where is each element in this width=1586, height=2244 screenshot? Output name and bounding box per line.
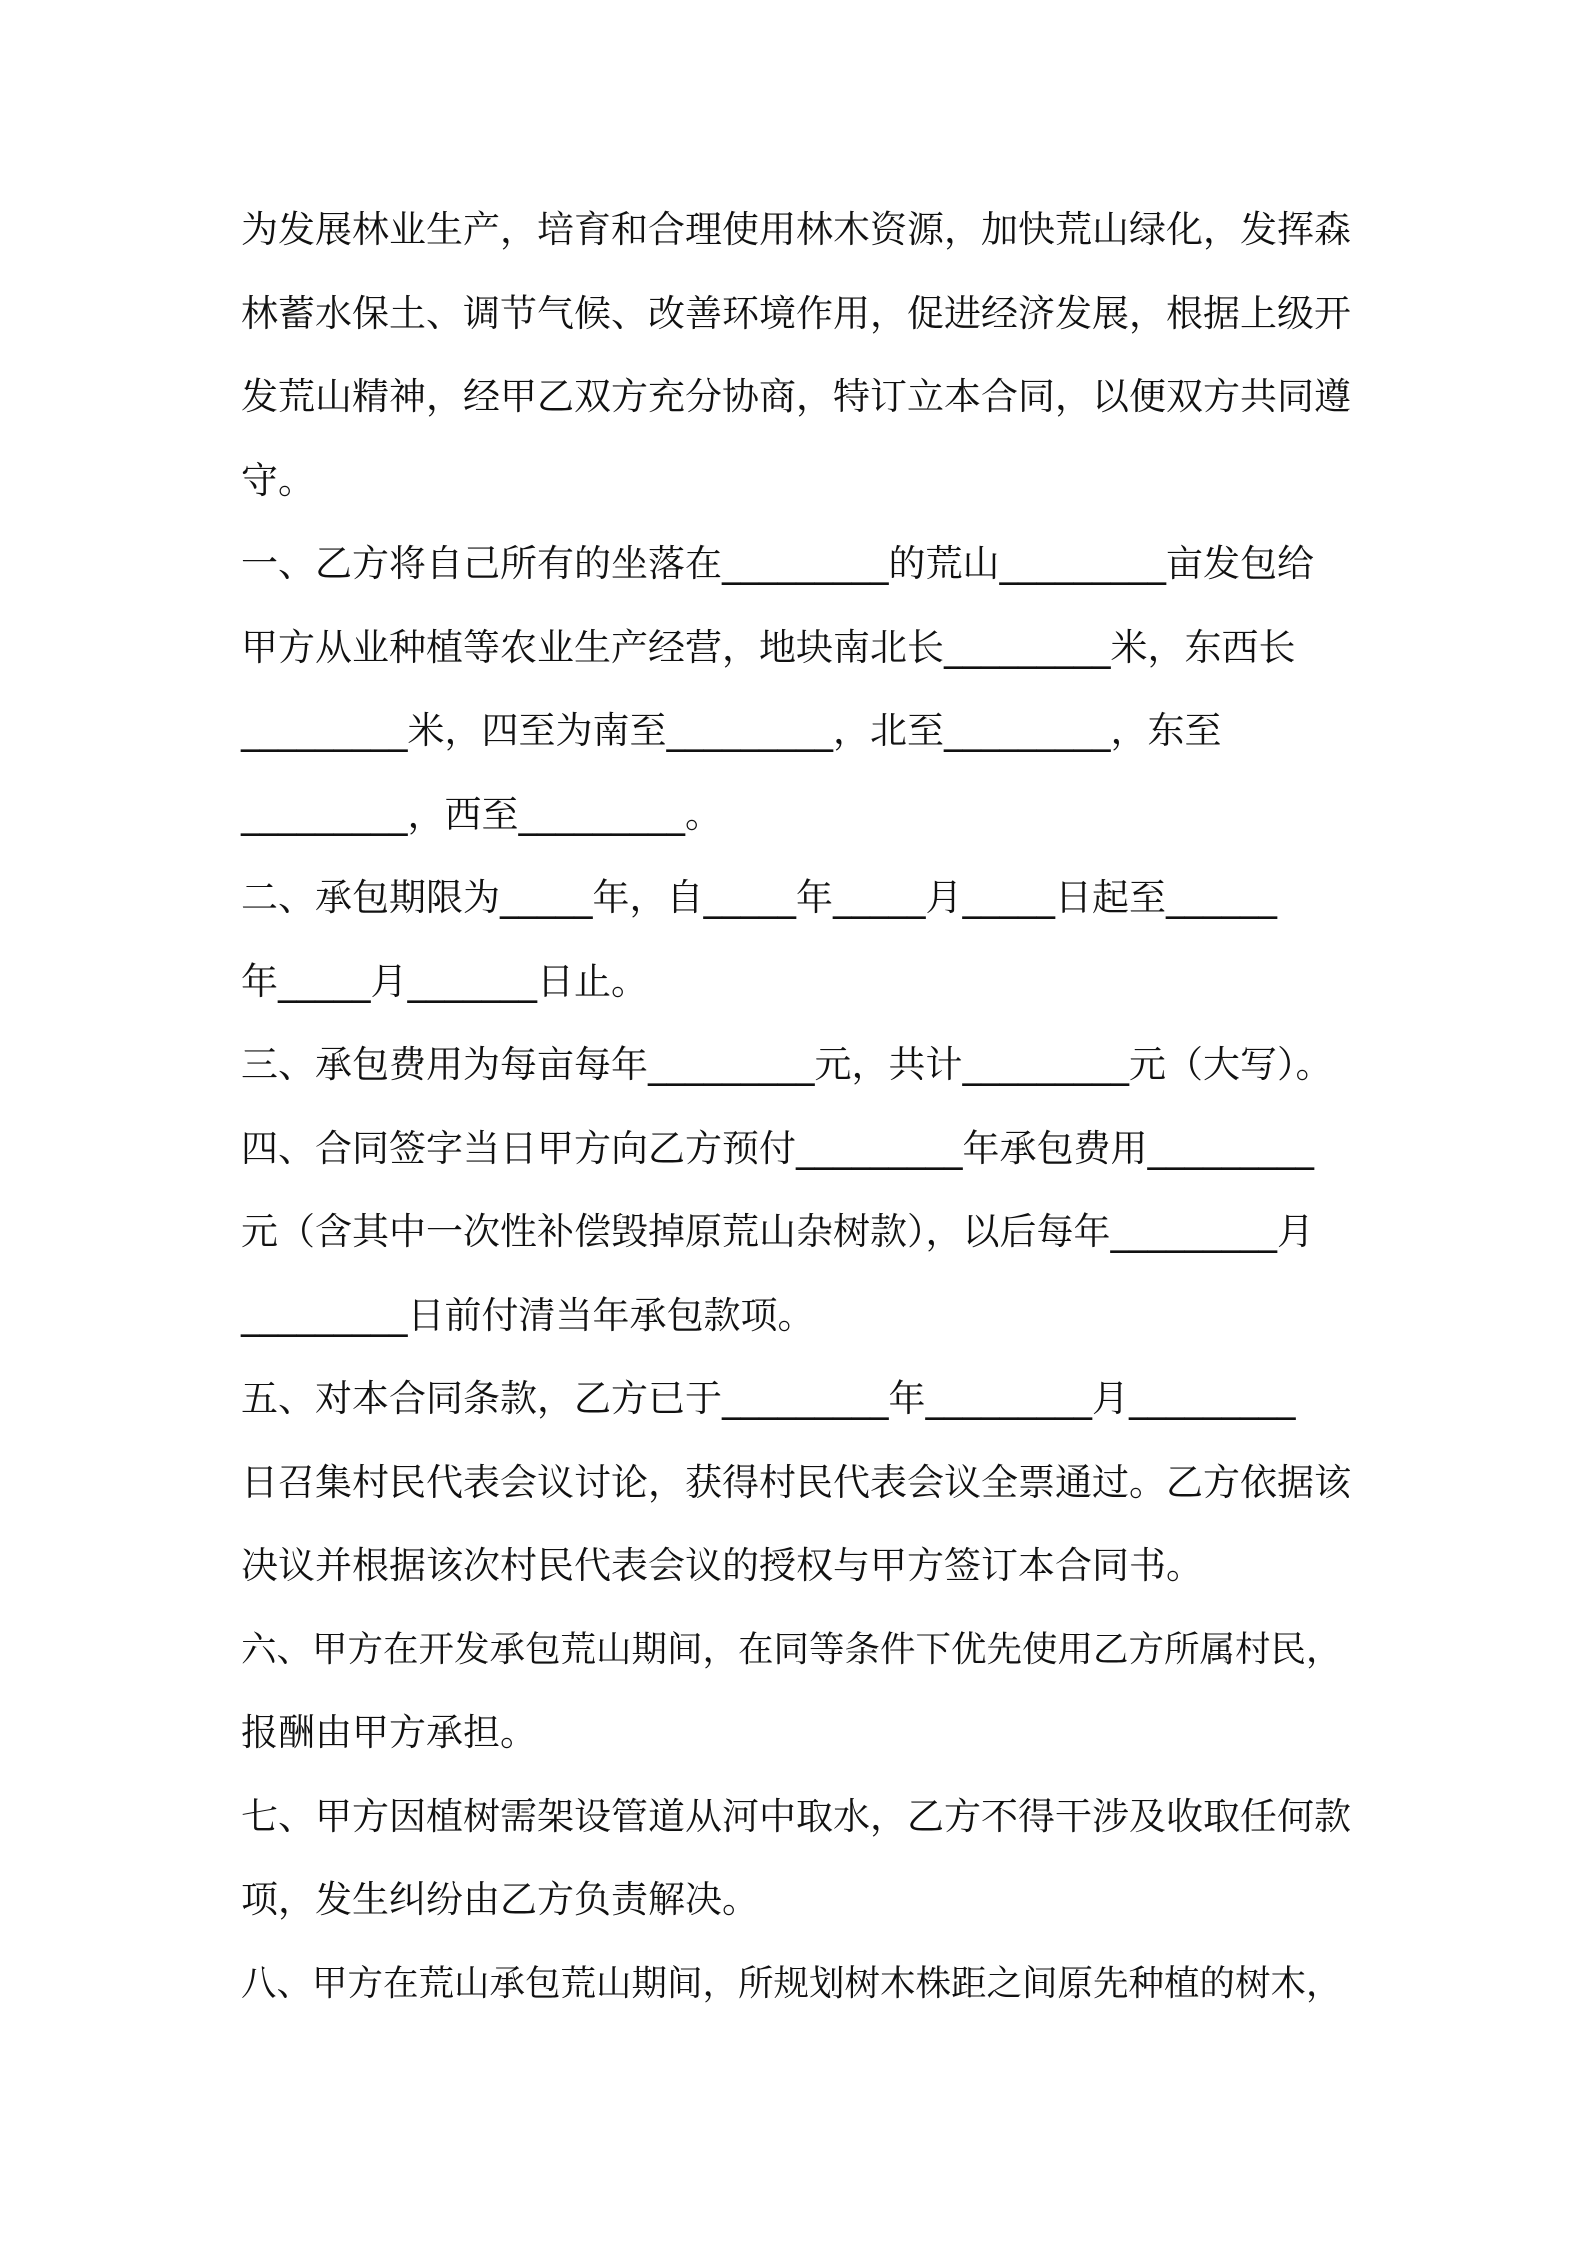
text-line: 五、对本合同条款，乙方已于_________年_________月_________ — [241, 1377, 1296, 1420]
text-line: 一、乙方将自己所有的坐落在_________的荒山_________亩发包给 — [241, 542, 1314, 585]
text-line: 项，发生纠纷由乙方负责解决。 — [241, 1878, 759, 1921]
text-line: 决议并根据该次村民代表会议的授权与甲方签订本合同书。 — [241, 1544, 1203, 1587]
text-line: _________日前付清当年承包款项。 — [241, 1294, 815, 1337]
text-line: 六、甲方在开发承包荒山期间，在同等条件下优先使用乙方所属村民， — [241, 1629, 1342, 1670]
text-line: 日召集村民代表会议讨论，获得村民代表会议全票通过。乙方依据该 — [241, 1461, 1351, 1504]
text-line: 二、承包期限为_____年，自_____年_____月_____日起至______ — [241, 876, 1277, 919]
text-line: 林蓄水保土、调节气候、改善环境作用，促进经济发展，根据上级开 — [241, 292, 1351, 335]
text-line: 四、合同签字当日甲方向乙方预付_________年承包费用_________ — [241, 1127, 1314, 1170]
text-line: 发荒山精神，经甲乙双方充分协商，特订立本合同，以便双方共同遵 — [241, 375, 1351, 418]
text-line: 报酬由甲方承担。 — [241, 1711, 537, 1754]
text-line: 守。 — [241, 459, 315, 502]
text-line: _________，西至_________。 — [241, 793, 722, 836]
text-line: 八、甲方在荒山承包荒山期间，所规划树木株距之间原先种植的树木， — [241, 1963, 1342, 2004]
text-line: 三、承包费用为每亩每年_________元，共计_________元（大写）。 — [241, 1043, 1333, 1086]
text-line: 七、甲方因植树需架设管道从河中取水，乙方不得干涉及收取任何款 — [241, 1795, 1351, 1838]
text-line: 年_____月_______日止。 — [241, 960, 648, 1003]
text-line: 为发展林业生产，培育和合理使用林木资源，加快荒山绿化，发挥森 — [241, 208, 1351, 251]
text-line: 元（含其中一次性补偿毁掉原荒山杂树款），以后每年_________月 — [241, 1210, 1314, 1253]
text-line: 甲方从业种植等农业生产经营，地块南北长_________米，东西长 — [241, 626, 1296, 669]
text-line: _________米，四至为南至_________，北至_________，东至 — [241, 709, 1222, 752]
